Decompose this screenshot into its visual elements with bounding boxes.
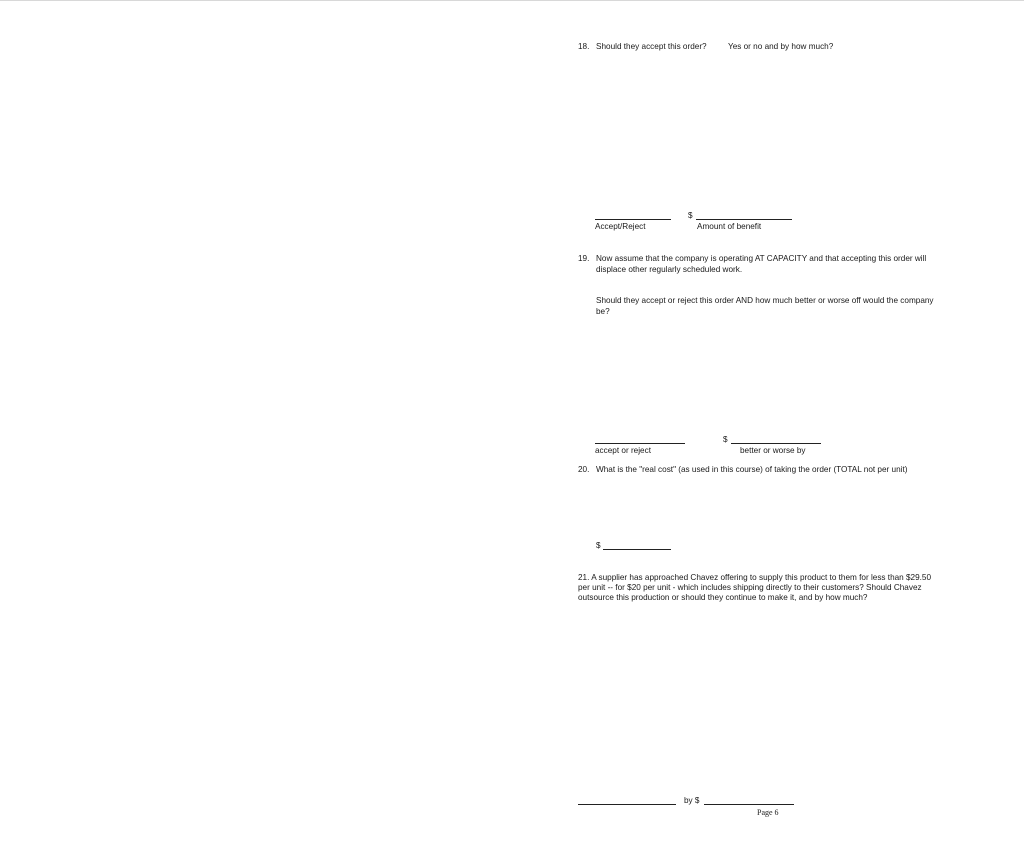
q21-decision-blank[interactable]: [578, 804, 676, 805]
q21-line1: 21. A supplier has approached Chavez offering to supply this product to them for less than $29.50: [578, 573, 932, 582]
q18-amount-label: Amount of benefit: [697, 222, 762, 231]
q18-prompt: Yes or no and by how much?: [728, 42, 834, 51]
q21-amount-blank[interactable]: [704, 804, 794, 805]
q19-sub-line2: be?: [596, 307, 610, 316]
page-number: Page 6: [757, 808, 779, 817]
q21-line3: outsource this production or should they continue to make it, and by how much?: [578, 593, 868, 602]
q19-decision-blank[interactable]: [595, 443, 685, 444]
q21-by-label: by $: [684, 796, 700, 805]
q19-text-line2: displace other regularly scheduled work.: [596, 265, 743, 274]
q20-amount-blank[interactable]: [603, 549, 671, 550]
q18-decision-label: Accept/Reject: [595, 222, 646, 231]
q18-amount-blank[interactable]: [696, 219, 792, 220]
q18-question: Should they accept this order?: [596, 42, 707, 51]
q19-sub-line1: Should they accept or reject this order AND how much better or worse off would the company: [596, 296, 934, 305]
q19-text-line1: Now assume that the company is operating AT CAPACITY and that accepting this order will: [596, 254, 927, 263]
q19-number: 19.: [578, 254, 590, 263]
q21-line2: per unit -- for $20 per unit - which includes shipping directly to their customers? Should Chavez: [578, 583, 922, 592]
q18-decision-blank[interactable]: [595, 219, 671, 220]
q19-amount-blank[interactable]: [731, 443, 821, 444]
q20-text: What is the "real cost" (as used in this course) of taking the order (TOTAL not per unit): [596, 465, 908, 474]
q18-dollar-sign: $: [688, 211, 693, 220]
q18-number: 18.: [578, 42, 590, 51]
q19-decision-label: accept or reject: [595, 446, 651, 455]
q20-number: 20.: [578, 465, 590, 474]
q19-dollar-sign: $: [723, 435, 728, 444]
q20-dollar-sign: $: [596, 541, 601, 550]
q19-amount-label: better or worse by: [740, 446, 806, 455]
